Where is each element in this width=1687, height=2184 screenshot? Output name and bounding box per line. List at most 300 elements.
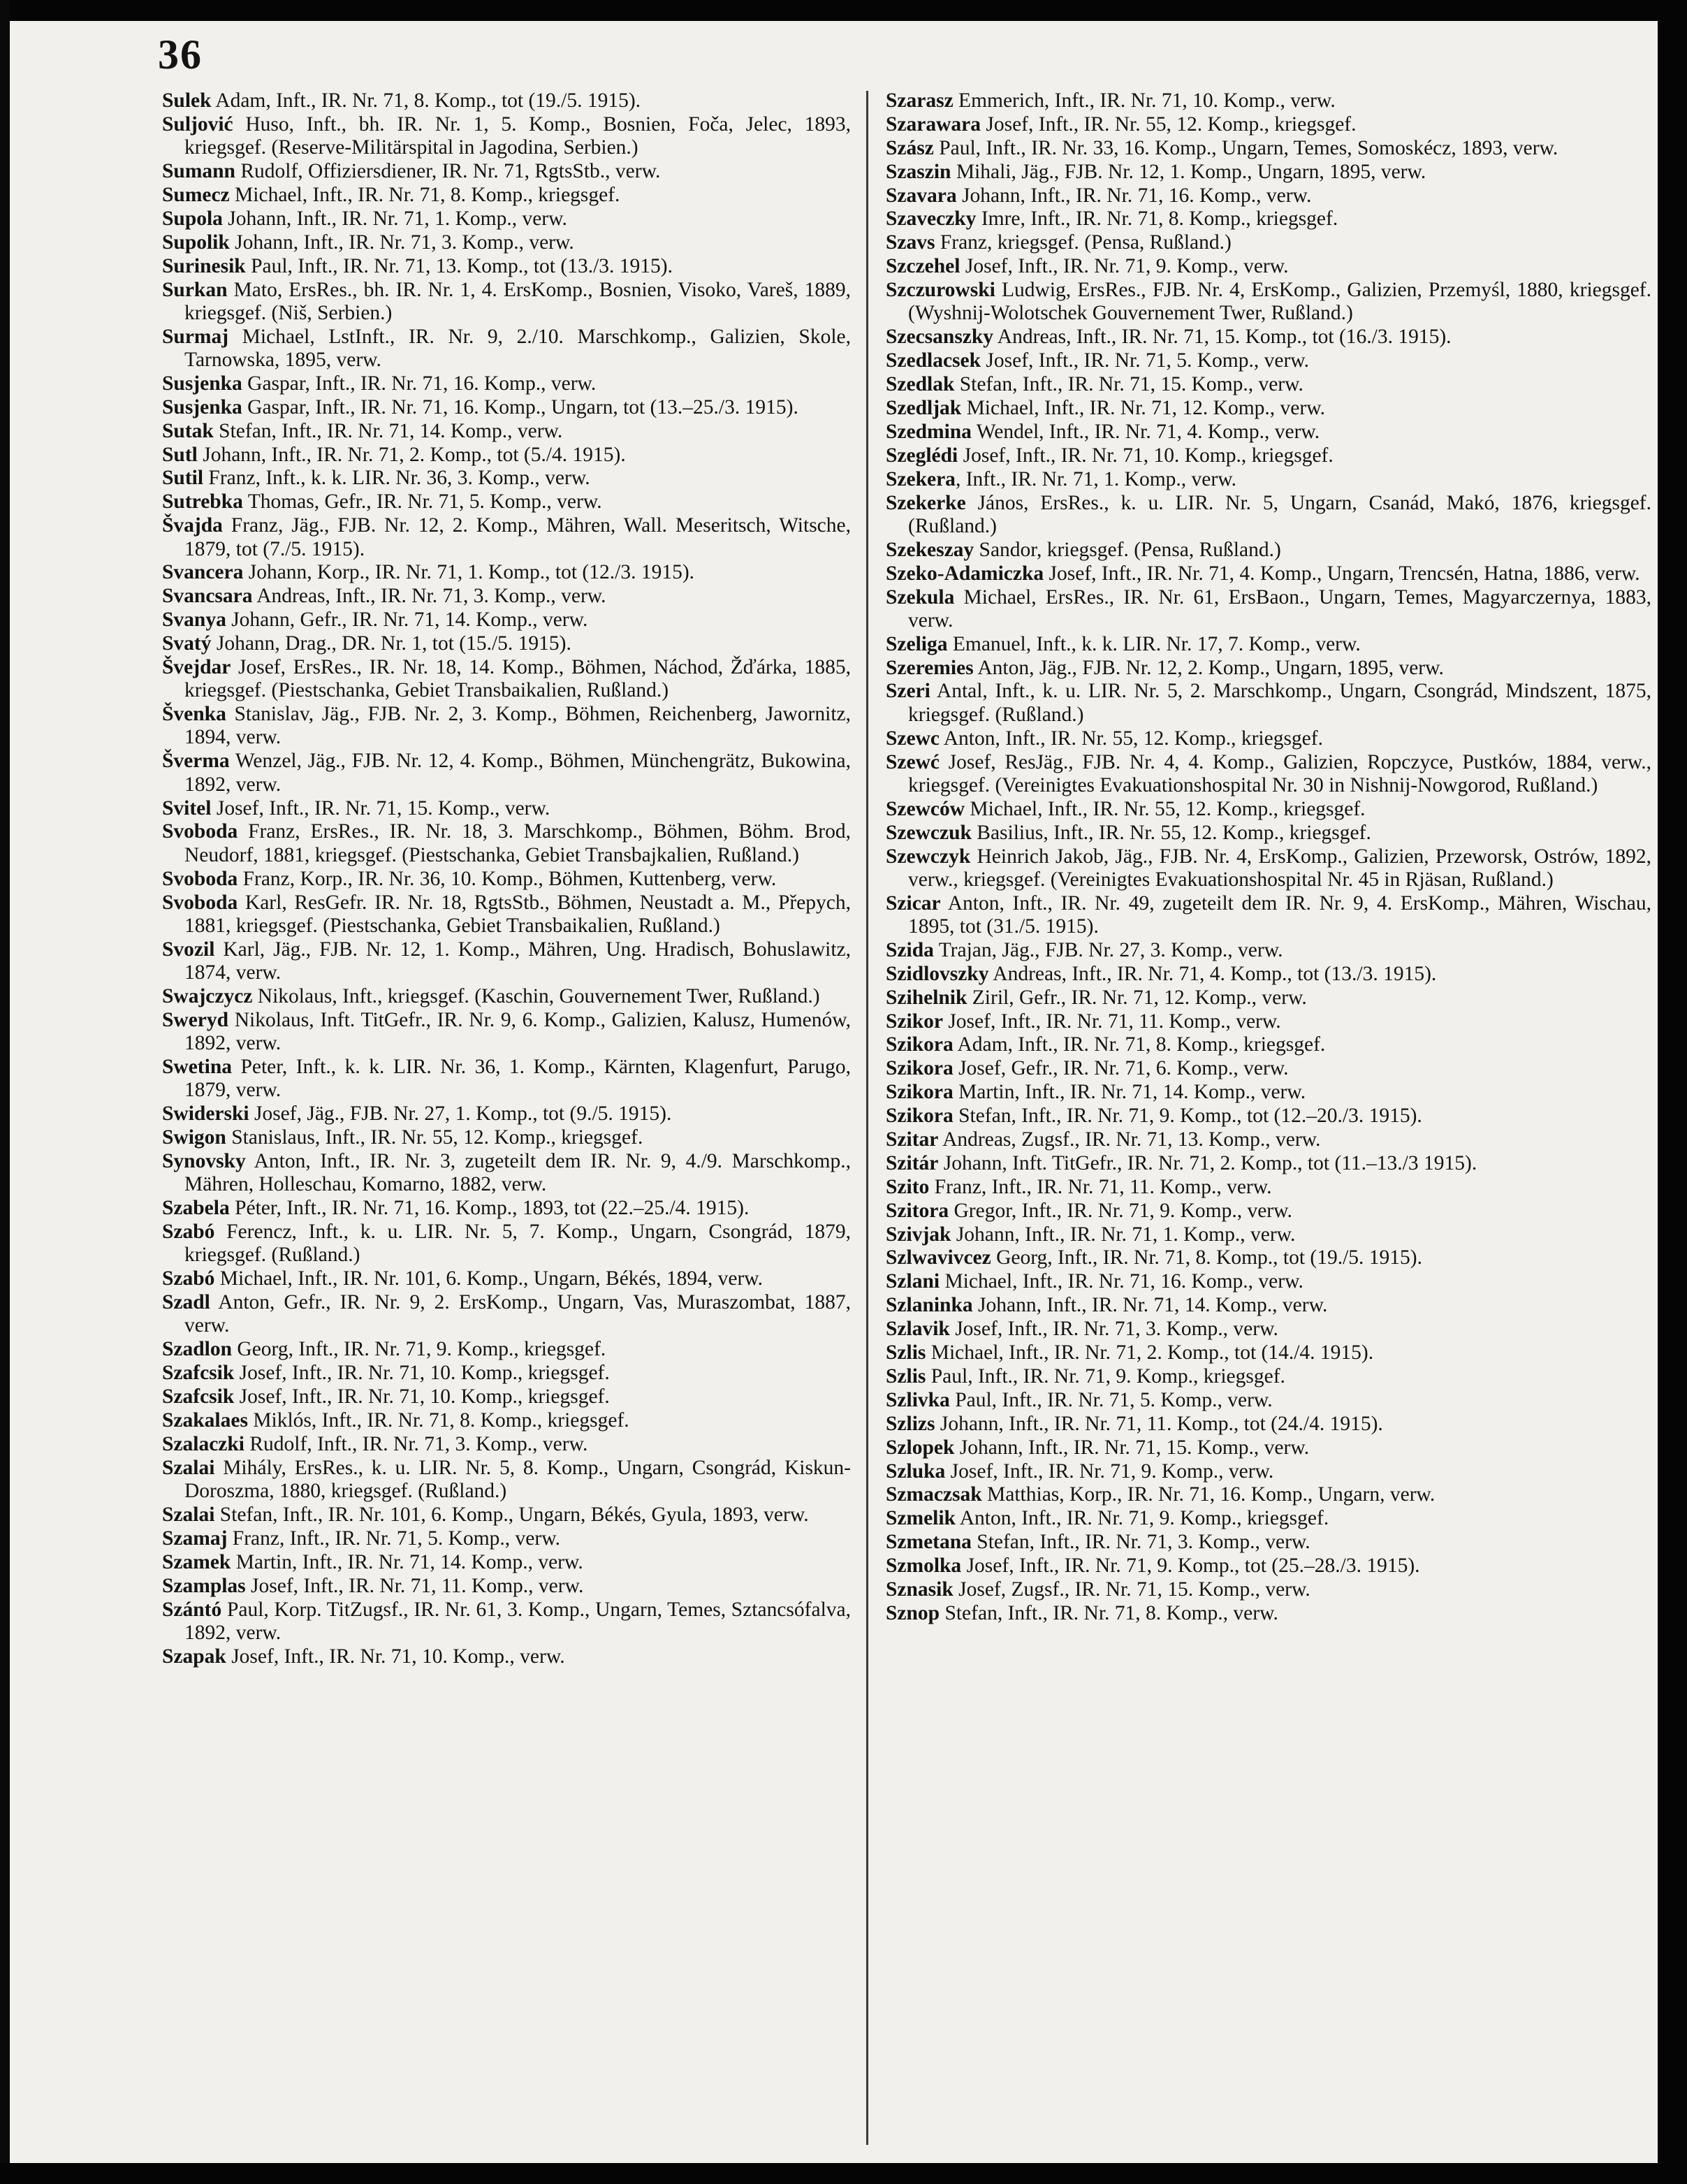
page-number: 36 <box>158 31 203 78</box>
entry-surname: Sutak <box>162 419 214 442</box>
entry-surname: Szmelik <box>886 1507 956 1530</box>
entry-details: Stefan, Inft., IR. Nr. 71, 9. Komp., tot (12.–20./3. 1915). <box>953 1105 1422 1128</box>
list-entry <box>886 255 1651 278</box>
entry-surname: Szász <box>886 136 934 159</box>
entry-surname: Svoboda <box>162 867 238 890</box>
entry-details: Johann, Inft., IR. Nr. 71, 15. Komp., verw. <box>954 1436 1310 1459</box>
entry-surname: Szicar <box>886 891 941 915</box>
list-entry <box>886 1389 1651 1412</box>
entry-surname: Swiderski <box>162 1102 249 1126</box>
entry-surname: Szalaczki <box>162 1432 244 1455</box>
list-entry <box>162 1267 851 1290</box>
entry-details: Anton, Gefr., IR. Nr. 9, 2. ErsKomp., Ungarn, Vas, Muraszombat, 1887, verw. <box>184 1291 851 1337</box>
entry-surname: Szarasz <box>886 89 954 112</box>
list-entry <box>162 255 851 278</box>
list-entry <box>886 492 1651 539</box>
list-entry <box>162 1197 851 1220</box>
list-entry <box>162 985 851 1008</box>
entry-details: Franz, Jäg., FJB. Nr. 12, 2. Komp., Mähren, Wall. Meseritsch, Witsche, 1879, tot (7./5. 1915). <box>184 514 851 560</box>
list-entry <box>886 1010 1651 1033</box>
list-entry <box>886 1507 1651 1530</box>
entry-surname: Szaveczky <box>886 208 977 231</box>
entry-surname: Svozil <box>162 938 215 961</box>
entry-details: Michael, Inft., IR. Nr. 71, 12. Komp., verw. <box>961 396 1325 419</box>
entry-surname: Szitora <box>886 1199 949 1222</box>
list-entry <box>162 396 851 419</box>
entry-details: Karl, Jäg., FJB. Nr. 12, 1. Komp., Mähren, Ung. Hradisch, Bohuslawitz, 1874, verw. <box>184 938 851 984</box>
list-entry <box>886 751 1651 798</box>
entry-surname: Sulek <box>162 89 212 112</box>
list-entry <box>162 938 851 985</box>
entry-details: Thomas, Gefr., IR. Nr. 71, 5. Komp., verw. <box>242 490 602 514</box>
list-entry <box>886 113 1651 136</box>
entry-details: Anton, Inft., IR. Nr. 71, 9. Komp., kriegsgef. <box>955 1507 1329 1530</box>
right-column <box>886 89 1651 1626</box>
entry-details: Stefan, Inft., IR. Nr. 101, 6. Komp., Ungarn, Békés, Gyula, 1893, verw. <box>214 1503 809 1526</box>
entry-surname: Szikora <box>886 1081 954 1104</box>
entry-details: Johann, Inft., IR. Nr. 71, 2. Komp., tot (5./4. 1915). <box>197 443 626 466</box>
entry-surname: Szaszin <box>886 160 951 183</box>
entry-details: Péter, Inft., IR. Nr. 71, 16. Komp., 1893, tot (22.–25./4. 1915). <box>229 1197 750 1220</box>
entry-surname: Szluka <box>886 1459 946 1483</box>
entry-details: Andreas, Zugsf., IR. Nr. 71, 13. Komp., verw. <box>938 1128 1321 1151</box>
entry-surname: Szitar <box>886 1128 939 1151</box>
entry-details: Huso, Inft., bh. IR. Nr. 1, 5. Komp., Bosnien, Foča, Jelec, 1893, kriegsgef. (Reserve-Militärspital in Jagodina, Serbien.) <box>184 112 851 159</box>
entry-details: Anton, Inft., IR. Nr. 55, 12. Komp., kriegsgef. <box>940 727 1323 750</box>
list-entry <box>886 963 1651 986</box>
entry-details: Anton, Inft., IR. Nr. 49, zugeteilt dem IR. Nr. 9, 4. ErsKomp., Mähren, Wischau, 1895, tot (31./5. 1915). <box>908 891 1651 938</box>
list-entry <box>886 326 1651 349</box>
list-entry <box>162 160 851 183</box>
entry-surname: Szafcsik <box>162 1362 235 1385</box>
entry-details: Sandor, kriegsgef. (Pensa, Rußland.) <box>974 538 1281 561</box>
list-entry <box>886 373 1651 396</box>
list-entry <box>162 1433 851 1456</box>
list-entry <box>886 208 1651 231</box>
entry-details: Johann, Inft., IR. Nr. 71, 1. Komp., verw. <box>951 1223 1296 1246</box>
entry-surname: Szczurowski <box>886 279 995 302</box>
entry-surname: Szikora <box>886 1057 954 1080</box>
entry-surname: Szabó <box>162 1267 215 1290</box>
entry-details: Basilius, Inft., IR. Nr. 55, 12. Komp., kriegsgef. <box>971 821 1371 844</box>
entry-surname: Szida <box>886 938 934 961</box>
entry-details: Emmerich, Inft., IR. Nr. 71, 10. Komp., verw. <box>953 89 1336 112</box>
entry-details: Trajan, Jäg., FJB. Nr. 27, 3. Komp., verw. <box>933 938 1283 961</box>
list-entry <box>162 1504 851 1527</box>
entry-details: Andreas, Inft., IR. Nr. 71, 15. Komp., tot (16./3. 1915). <box>993 326 1452 349</box>
entry-surname: Svitel <box>162 796 212 820</box>
list-entry <box>162 444 851 467</box>
entry-details: Wendel, Inft., IR. Nr. 71, 4. Komp., verw. <box>971 420 1320 443</box>
list-entry <box>886 468 1651 491</box>
entry-surname: Szitár <box>886 1151 939 1174</box>
entry-surname: Szlwavivcez <box>886 1246 991 1269</box>
list-entry <box>886 1246 1651 1269</box>
list-entry <box>162 1009 851 1056</box>
entry-surname: Szeliga <box>886 632 948 655</box>
entry-surname: Szalai <box>162 1456 215 1479</box>
entry-details: Rudolf, Offiziersdiener, IR. Nr. 71, RgtsStb., verw. <box>235 160 661 183</box>
entry-surname: Szlis <box>886 1364 926 1388</box>
list-entry <box>162 1221 851 1267</box>
entry-surname: Svoboda <box>162 820 238 843</box>
entry-surname: Szedlak <box>886 373 955 396</box>
entry-surname: Svanya <box>162 609 226 632</box>
entry-surname: Szeremies <box>886 656 974 679</box>
list-entry <box>886 1531 1651 1554</box>
entry-details: Nikolaus, Inft. TitGefr., IR. Nr. 9, 6. Komp., Galizien, Kalusz, Humenów, 1892, verw. <box>184 1008 851 1055</box>
entry-details: Imre, Inft., IR. Nr. 71, 8. Komp., kriegsgef. <box>976 208 1338 231</box>
entry-details: Michael, Inft., IR. Nr. 101, 6. Komp., Ungarn, Békés, 1894, verw. <box>214 1267 764 1290</box>
entry-details: Andreas, Inft., IR. Nr. 71, 4. Komp., tot (13./3. 1915). <box>988 962 1437 985</box>
entry-details: Karl, ResGefr. IR. Nr. 18, RgtsStb., Böhmen, Neustadt a. M., Přepych, 1881, kriegsgef. (Piestschanka, Gebiet Transbaikalien, Rußland.) <box>184 891 851 937</box>
entry-surname: Sznop <box>886 1601 940 1624</box>
entry-details: Emanuel, Inft., k. k. LIR. Nr. 17, 7. Komp., verw. <box>947 632 1361 655</box>
entry-details: Martin, Inft., IR. Nr. 71, 14. Komp., verw. <box>953 1081 1306 1104</box>
entry-details: Josef, Inft., IR. Nr. 71, 9. Komp., tot (25.–28./3. 1915). <box>961 1555 1420 1578</box>
entry-details: Stefan, Inft., IR. Nr. 71, 3. Komp., verw. <box>971 1531 1310 1554</box>
entry-details: Michael, Inft., IR. Nr. 71, 2. Komp., tot (14./4. 1915). <box>926 1341 1374 1364</box>
entry-details: Gaspar, Inft., IR. Nr. 71, 16. Komp., Ungarn, tot (13.–25./3. 1915). <box>242 395 798 418</box>
entry-details: Josef, ErsRes., IR. Nr. 18, 14. Komp., Böhmen, Náchod, Žďárka, 1885, kriegsgef. (Piestschanka, Gebiet Transbaikalien, Rußland.) <box>184 656 851 702</box>
list-entry <box>886 1105 1651 1128</box>
list-entry <box>886 987 1651 1010</box>
list-entry <box>162 1527 851 1550</box>
entry-details: Anton, Jäg., FJB. Nr. 12, 2. Komp., Ungarn, 1895, verw. <box>973 656 1444 679</box>
entry-surname: Szlizs <box>886 1412 935 1435</box>
list-entry <box>886 1318 1651 1341</box>
entry-details: Josef, Inft., IR. Nr. 71, 3. Komp., verw. <box>949 1318 1278 1341</box>
entry-surname: Sznasik <box>886 1578 954 1601</box>
entry-surname: Szewc <box>886 727 940 750</box>
list-entry <box>162 1385 851 1408</box>
entry-details: Josef, ResJäg., FJB. Nr. 4, 4. Komp., Galizien, Ropczyce, Pustków, 1884, verw., kriegsgef. (Vereinigtes Evakuationshospital Nr. 30 in Nishnij-Nowgorod, Rußland.) <box>908 750 1651 796</box>
entry-details: Antal, Inft., k. u. LIR. Nr. 5, 2. Marschkomp., Ungarn, Csongrád, Mindszent, 1875, kriegsgef. (Rußland.) <box>908 680 1651 726</box>
entry-surname: Szmetana <box>886 1531 972 1554</box>
list-entry <box>886 1341 1651 1364</box>
list-entry <box>886 1413 1651 1436</box>
entry-details: Paul, Korp. TitZugsf., IR. Nr. 61, 3. Komp., Ungarn, Temes, Sztancsófalva, 1892, verw. <box>184 1598 851 1644</box>
entry-details: Josef, Inft., IR. Nr. 71, 10. Komp., kriegsgef. <box>234 1362 610 1385</box>
entry-details: Josef, Inft., IR. Nr. 71, 4. Komp., Ungarn, Trencsén, Hatna, 1886, verw. <box>1044 562 1640 585</box>
entry-details: Georg, Inft., IR. Nr. 71, 8. Komp., tot (19./5. 1915). <box>991 1246 1423 1269</box>
list-entry <box>886 1436 1651 1459</box>
list-entry <box>886 1483 1651 1506</box>
entry-surname: Supola <box>162 207 223 230</box>
entry-details: Heinrich Jakob, Jäg., FJB. Nr. 4, ErsKomp., Galizien, Przeworsk, Ostrów, 1892, verw., kriegsgef. (Vereinigtes Evakuationshospital Nr. 45 in Rjäsan, Rußland.) <box>908 845 1651 891</box>
list-entry <box>162 1291 851 1338</box>
entry-surname: Szavs <box>886 231 935 254</box>
entry-details: Josef, Inft., IR. Nr. 71, 9. Komp., verw. <box>945 1459 1274 1483</box>
entry-surname: Szewczyk <box>886 845 971 868</box>
entry-details: Josef, Inft., IR. Nr. 71, 11. Komp., verw. <box>942 1010 1281 1033</box>
list-entry <box>886 1294 1651 1317</box>
entry-surname: Szedmina <box>886 420 972 443</box>
entry-details: Johann, Drag., DR. Nr. 1, tot (15./5. 1915). <box>211 632 571 655</box>
entry-surname: Sutil <box>162 467 204 490</box>
list-entry <box>162 703 851 750</box>
entry-surname: Szlopek <box>886 1436 955 1459</box>
entry-details: Matthias, Korp., IR. Nr. 71, 16. Komp., Ungarn, verw. <box>981 1483 1436 1506</box>
entry-details: Johann, Inft., IR. Nr. 71, 11. Komp., tot (24./4. 1915). <box>935 1412 1383 1435</box>
entry-details: Johann, Inft., IR. Nr. 71, 1. Komp., verw. <box>222 207 567 230</box>
entry-details: Ludwig, ErsRes., FJB. Nr. 4, ErsKomp., Galizien, Przemyśl, 1880, kriegsgef. (Wyshnij-Wolotschek Gouvernement Twer, Rußland.) <box>908 279 1651 325</box>
entry-surname: Szeri <box>886 680 930 703</box>
scan-border-top <box>0 0 1687 21</box>
list-entry <box>886 1176 1651 1199</box>
list-entry <box>886 137 1651 160</box>
entry-surname: Susjenka <box>162 395 242 418</box>
entry-surname: Supolik <box>162 231 230 254</box>
entry-surname: Szedlacsek <box>886 349 981 372</box>
entry-details: Josef, Inft., IR. Nr. 71, 10. Komp., kriegsgef. <box>234 1385 610 1408</box>
entry-details: Mato, ErsRes., bh. IR. Nr. 1, 4. ErsKomp., Bosnien, Visoko, Vareš, 1889, kriegsgef. (Niš, Serbien.) <box>184 278 851 324</box>
entry-surname: Sumann <box>162 160 235 183</box>
entry-surname: Szito <box>886 1175 930 1198</box>
list-entry <box>886 798 1651 821</box>
entry-details: Josef, Inft., IR. Nr. 71, 5. Komp., verw. <box>981 349 1310 372</box>
entry-details: Miklós, Inft., IR. Nr. 71, 8. Komp., kriegsgef. <box>247 1408 629 1432</box>
entry-details: Michael, Inft., IR. Nr. 71, 16. Komp., verw. <box>940 1270 1303 1293</box>
entry-details: Josef, Inft., IR. Nr. 71, 11. Komp., verw. <box>245 1574 584 1597</box>
entry-surname: Sumecz <box>162 183 230 206</box>
entry-surname: Szlani <box>886 1270 940 1293</box>
list-entry <box>162 184 851 207</box>
list-entry <box>886 539 1651 562</box>
entry-surname: Surinesik <box>162 254 246 277</box>
list-entry <box>162 1645 851 1668</box>
list-entry <box>162 632 851 655</box>
entry-surname: Swetina <box>162 1055 232 1078</box>
entry-surname: Szekeszay <box>886 538 974 561</box>
entry-details: Johann, Inft., IR. Nr. 71, 3. Komp., verw. <box>229 231 574 254</box>
entry-surname: Szamplas <box>162 1574 246 1597</box>
list-entry <box>886 562 1651 585</box>
entry-surname: Szabela <box>162 1197 230 1220</box>
entry-surname: Svatý <box>162 632 212 655</box>
list-entry <box>162 750 851 796</box>
list-entry <box>886 1033 1651 1056</box>
list-entry <box>886 421 1651 444</box>
entry-details: Franz, Inft., k. k. LIR. Nr. 36, 3. Komp., verw. <box>203 467 590 490</box>
list-entry <box>162 420 851 443</box>
entry-surname: Surkan <box>162 278 228 301</box>
entry-details: Rudolf, Inft., IR. Nr. 71, 3. Komp., verw. <box>244 1432 588 1455</box>
entry-surname: Szántó <box>162 1598 222 1621</box>
list-entry <box>886 939 1651 962</box>
list-entry <box>162 1338 851 1361</box>
entry-surname: Švejdar <box>162 656 231 678</box>
list-entry <box>886 1578 1651 1601</box>
list-entry <box>886 1057 1651 1080</box>
list-entry <box>162 1056 851 1102</box>
entry-details: Gregor, Inft., IR. Nr. 71, 9. Komp., verw. <box>949 1199 1292 1222</box>
list-entry <box>162 656 851 703</box>
entry-surname: Sutrebka <box>162 490 243 514</box>
entry-surname: Surmaj <box>162 325 229 348</box>
list-entry <box>162 514 851 561</box>
entry-surname: Svancera <box>162 561 244 584</box>
entry-details: Paul, Inft., IR. Nr. 71, 13. Komp., tot (13./3. 1915). <box>245 254 673 277</box>
list-entry <box>886 657 1651 680</box>
entry-details: Wenzel, Jäg., FJB. Nr. 12, 4. Komp., Böhmen, Münchengrätz, Bukowina, 1892, verw. <box>184 750 851 796</box>
list-entry <box>886 680 1651 727</box>
list-entry <box>162 585 851 608</box>
entry-details: Josef, Inft., IR. Nr. 71, 15. Komp., verw. <box>211 796 550 820</box>
entry-surname: Szakalaes <box>162 1408 248 1432</box>
entry-details: Franz, Inft., IR. Nr. 71, 11. Komp., verw. <box>929 1175 1272 1198</box>
list-entry <box>162 1575 851 1598</box>
left-column <box>162 89 851 1669</box>
list-entry <box>886 1460 1651 1483</box>
list-entry <box>886 89 1651 112</box>
entry-details: Adam, Inft., IR. Nr. 71, 8. Komp., kriegsgef. <box>953 1033 1326 1056</box>
entry-details: Adam, Inft., IR. Nr. 71, 8. Komp., tot (19./5. 1915). <box>211 89 641 112</box>
entry-surname: Szikora <box>886 1105 954 1128</box>
list-entry <box>886 1128 1651 1151</box>
entry-details: Franz, kriegsgef. (Pensa, Rußland.) <box>935 231 1232 254</box>
entry-surname: Szikora <box>886 1033 954 1056</box>
entry-details: Johann, Korp., IR. Nr. 71, 1. Komp., tot (12./3. 1915). <box>243 561 695 584</box>
entry-details: Franz, Korp., IR. Nr. 36, 10. Komp., Böhmen, Kuttenberg, verw. <box>238 867 777 890</box>
list-entry <box>162 561 851 584</box>
list-entry <box>886 1555 1651 1578</box>
scan-border-bottom <box>0 2163 1687 2184</box>
list-entry <box>886 845 1651 892</box>
entry-surname: Szczehel <box>886 255 961 278</box>
entry-surname: Szmolka <box>886 1555 962 1578</box>
entry-surname: Synovsky <box>162 1149 246 1172</box>
list-entry <box>162 372 851 395</box>
list-entry <box>162 113 851 160</box>
entry-surname: Szlavik <box>886 1318 950 1341</box>
list-entry <box>886 1200 1651 1223</box>
list-entry <box>162 820 851 867</box>
entry-details: Franz, Inft., IR. Nr. 71, 5. Komp., verw. <box>227 1527 560 1550</box>
entry-surname: Szedljak <box>886 396 962 419</box>
entry-surname: Szarawara <box>886 112 981 136</box>
entry-details: Michael, LstInft., IR. Nr. 9, 2./10. Marschkomp., Galizien, Skole, Tarnowska, 1895, verw. <box>184 325 851 372</box>
scan-border-right <box>1658 0 1687 2184</box>
entry-details: Johann, Gefr., IR. Nr. 71, 14. Komp., verw. <box>226 609 588 632</box>
list-entry <box>886 231 1651 254</box>
list-entry <box>886 444 1651 467</box>
entry-surname: Švenka <box>162 703 226 726</box>
list-entry <box>162 891 851 938</box>
entry-details: Ziril, Gefr., IR. Nr. 71, 12. Komp., verw. <box>967 986 1307 1009</box>
entry-details: Josef, Inft., IR. Nr. 71, 10. Komp., kriegsgef. <box>958 444 1334 467</box>
list-entry <box>886 397 1651 420</box>
entry-surname: Szewców <box>886 797 965 820</box>
list-entry <box>162 467 851 490</box>
entry-surname: Szewć <box>886 750 940 773</box>
list-entry <box>886 1270 1651 1293</box>
entry-surname: Szeglédi <box>886 444 958 467</box>
entry-details: Paul, Inft., IR. Nr. 71, 5. Komp., verw. <box>949 1388 1273 1411</box>
list-entry <box>162 1126 851 1149</box>
entry-surname: Szamek <box>162 1550 231 1573</box>
entry-details: , Inft., IR. Nr. 71, 1. Komp., verw. <box>955 467 1236 490</box>
entry-details: Anton, Inft., IR. Nr. 3, zugeteilt dem IR. Nr. 9, 4./9. Marschkomp., Mähren, Holleschau, Komarno, 1882, verw. <box>184 1149 851 1196</box>
entry-details: Josef, Gefr., IR. Nr. 71, 6. Komp., verw. <box>953 1057 1289 1080</box>
entry-surname: Sweryd <box>162 1008 229 1031</box>
entry-details: Georg, Inft., IR. Nr. 71, 9. Komp., kriegsgef. <box>232 1338 606 1361</box>
entry-surname: Szecsanszky <box>886 326 994 349</box>
entry-details: Martin, Inft., IR. Nr. 71, 14. Komp., verw. <box>231 1550 583 1573</box>
entry-details: Josef, Inft., IR. Nr. 55, 12. Komp., kriegsgef. <box>981 112 1357 136</box>
list-entry <box>886 633 1651 656</box>
entry-surname: Szapak <box>162 1645 226 1668</box>
entry-details: Paul, Inft., IR. Nr. 71, 9. Komp., kriegsgef. <box>926 1364 1285 1388</box>
entry-details: Michael, ErsRes., IR. Nr. 61, ErsBaon., Ungarn, Temes, Magyarczernya, 1883, verw. <box>908 585 1651 632</box>
list-entry <box>162 1102 851 1126</box>
entry-surname: Szlivka <box>886 1388 950 1411</box>
list-entry <box>886 1365 1651 1388</box>
entry-details: Josef, Inft., IR. Nr. 71, 10. Komp., verw. <box>226 1645 565 1668</box>
list-entry <box>162 1362 851 1385</box>
entry-details: Stanislav, Jäg., FJB. Nr. 2, 3. Komp., Böhmen, Reichenberg, Jawornitz, 1894, verw. <box>184 703 851 749</box>
entry-details: Josef, Inft., IR. Nr. 71, 9. Komp., verw. <box>960 255 1289 278</box>
entry-details: János, ErsRes., k. u. LIR. Nr. 5, Ungarn, Csanád, Makó, 1876, kriegsgef. (Rußland.) <box>908 491 1651 537</box>
entry-details: Paul, Inft., IR. Nr. 33, 16. Komp., Ungarn, Temes, Somoskécz, 1893, verw. <box>933 136 1558 159</box>
entry-surname: Susjenka <box>162 372 242 395</box>
entry-surname: Szidlovszky <box>886 962 989 985</box>
list-entry <box>162 1599 851 1645</box>
entry-details: Peter, Inft., k. k. LIR. Nr. 36, 1. Komp., Kärnten, Klagenfurt, Parugo, 1879, verw. <box>184 1055 851 1102</box>
entry-surname: Swigon <box>162 1126 226 1149</box>
entry-details: Johann, Inft., IR. Nr. 71, 16. Komp., verw. <box>956 184 1312 207</box>
entry-surname: Szadlon <box>162 1338 233 1361</box>
entry-details: Michael, Inft., IR. Nr. 71, 8. Komp., kriegsgef. <box>229 183 620 206</box>
list-entry <box>886 586 1651 633</box>
list-entry <box>162 1409 851 1432</box>
entry-surname: Szavara <box>886 184 957 207</box>
entry-surname: Švajda <box>162 514 223 537</box>
entry-surname: Szekula <box>886 585 955 609</box>
list-entry <box>162 1457 851 1504</box>
entry-surname: Szekera <box>886 467 956 490</box>
list-entry <box>162 208 851 231</box>
entry-details: Mihali, Jäg., FJB. Nr. 12, 1. Komp., Ungarn, 1895, verw. <box>951 160 1426 183</box>
list-entry <box>162 326 851 372</box>
entry-surname: Swajczycz <box>162 984 253 1007</box>
list-entry <box>886 727 1651 750</box>
entry-surname: Svoboda <box>162 891 238 914</box>
entry-surname: Szlis <box>886 1341 926 1364</box>
entry-surname: Szewczuk <box>886 821 972 844</box>
entry-details: Stefan, Inft., IR. Nr. 71, 14. Komp., verw. <box>213 419 563 442</box>
entry-surname: Szivjak <box>886 1223 951 1246</box>
entry-surname: Szeko-Adamiczka <box>886 562 1044 585</box>
entry-surname: Szadl <box>162 1291 210 1314</box>
list-entry <box>162 279 851 326</box>
entry-details: Stanislaus, Inft., IR. Nr. 55, 12. Komp., kriegsgef. <box>226 1126 643 1149</box>
list-entry <box>886 1223 1651 1246</box>
list-entry <box>162 868 851 891</box>
entry-surname: Szmaczsak <box>886 1483 982 1506</box>
list-entry <box>886 1081 1651 1104</box>
list-entry <box>886 161 1651 184</box>
entry-details: Stefan, Inft., IR. Nr. 71, 15. Komp., verw. <box>954 373 1303 396</box>
entry-surname: Szihelnik <box>886 986 967 1009</box>
entry-surname: Szekerke <box>886 491 966 514</box>
entry-surname: Suljović <box>162 112 233 136</box>
list-entry <box>886 1602 1651 1625</box>
entry-details: Franz, ErsRes., IR. Nr. 18, 3. Marschkomp., Böhmen, Böhm. Brod, Neudorf, 1881, kriegsgef. (Piestschanka, Gebiet Transbajkalien, Rußland.) <box>184 820 851 866</box>
entry-details: Johann, Inft., IR. Nr. 71, 14. Komp., verw. <box>972 1294 1328 1317</box>
entry-surname: Sutl <box>162 443 198 466</box>
entry-surname: Szabó <box>162 1221 215 1244</box>
